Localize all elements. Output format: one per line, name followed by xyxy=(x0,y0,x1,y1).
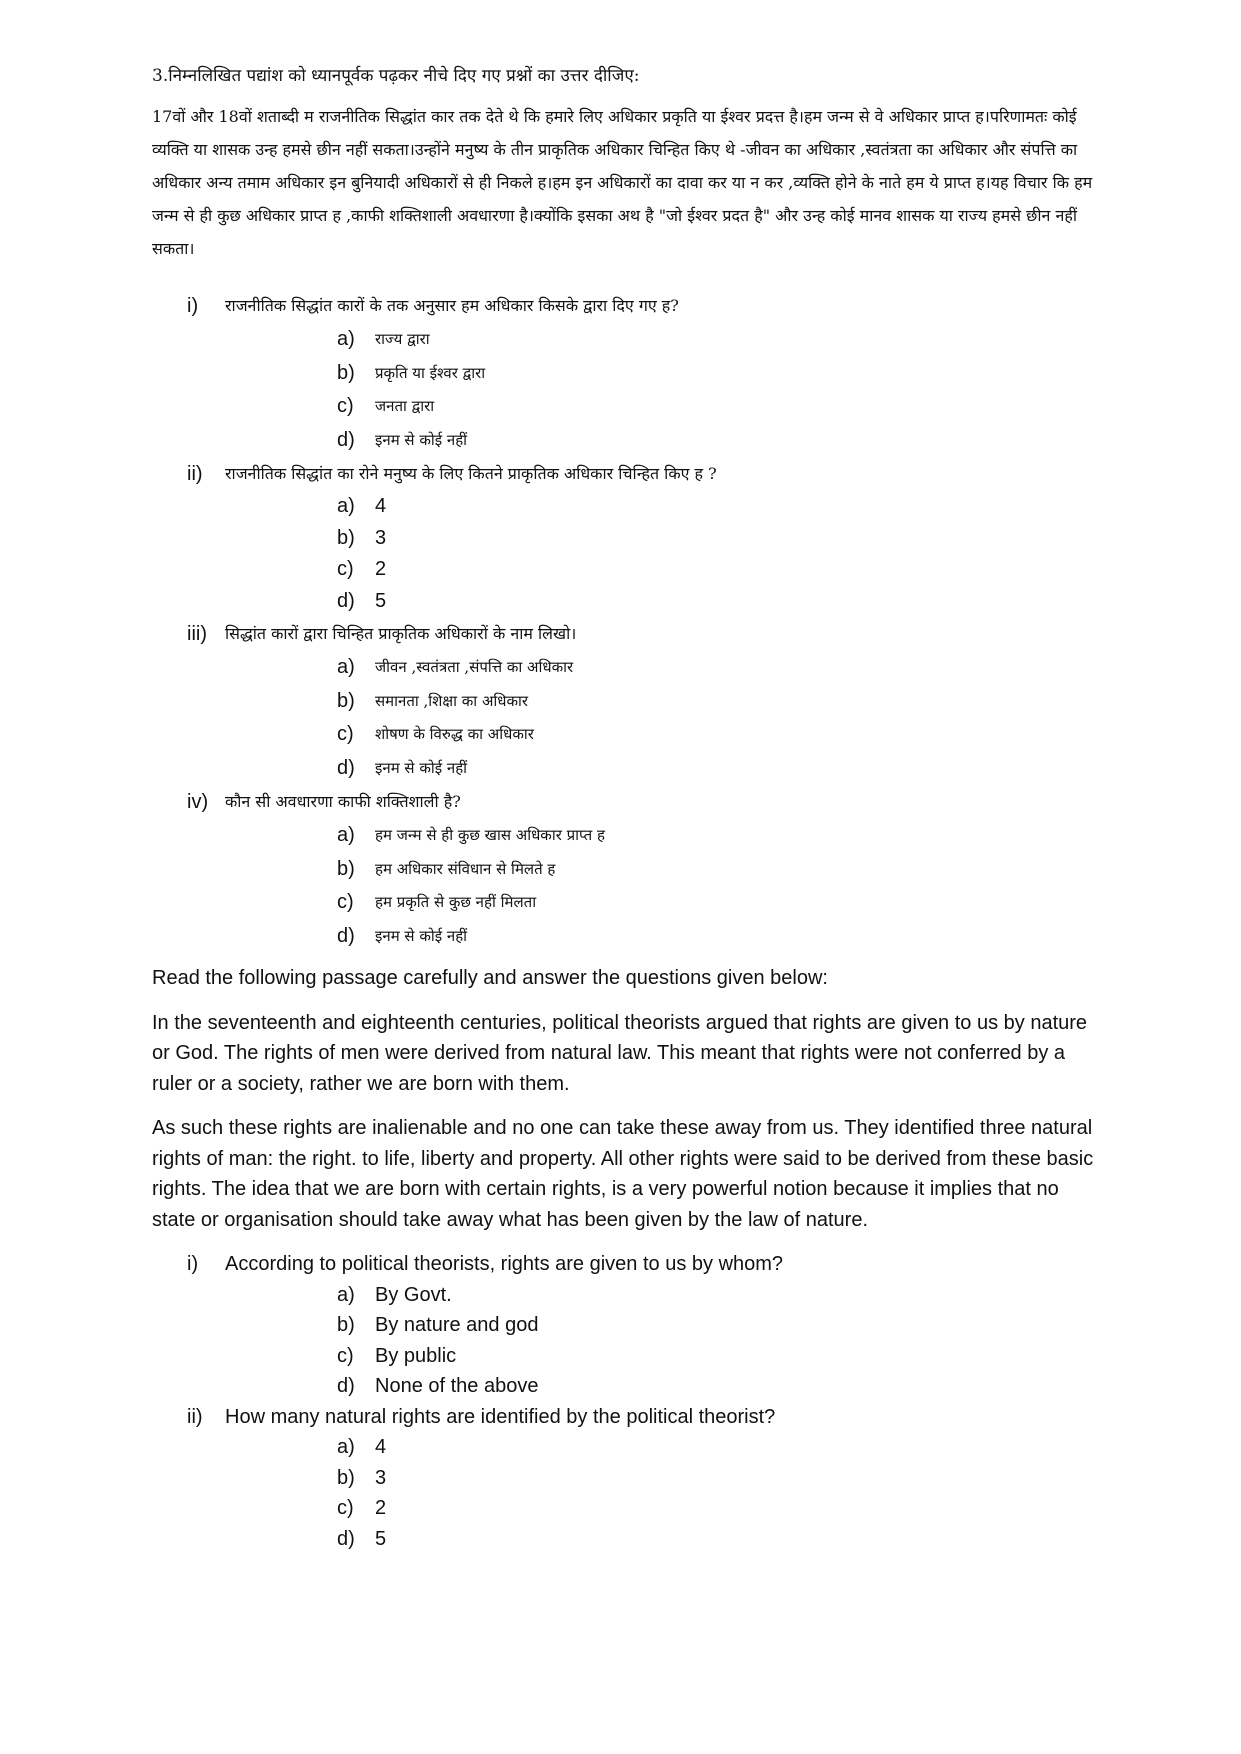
option-letter: a) xyxy=(337,495,355,517)
question-number: i) xyxy=(187,295,199,317)
option-text: जनता द्वारा xyxy=(375,397,435,415)
option xyxy=(337,853,1102,887)
option-letter: d) xyxy=(337,589,355,612)
option-list xyxy=(225,323,1102,457)
hindi-passage: 17वों और 18वों शताब्दी म राजनीतिक सिद्धांत कार तक देते थे कि हमारे लिए अधिकार प्रकृति या ईश्वर प्रदत्त है।हम जन्म से वे अधिकार प्राप्त ह।परिणामतः कोई व्यक्ति या शासक उन्ह हमसे छीन नहीं सकता।उन्होंने मनुष्य के तीन प्राकृतिक अधिकार चिन्हित किए थे -जीवन का अधिकार ,स्वतंत्रता का अधिकार और संपत्ति का अधिकार अन्य तमाम अधिकार इन बुनियादी अधिकारों से ही निकले ह।हम इन अधिकारों का दावा कर या न कर ,व्यक्ति होने के नाते हम ये प्राप्त ह।यह विचार कि हम जन्म से ही कुछ अधिकार प्राप्त ह ,काफी शक्तिशाली अवधारणा है।क्योंकि इसका अथ है "जो ईश्वर प्रदत है" और उन्ह कोई मानव शासक या राज्य हमसे छीन नहीं सकता। xyxy=(152,107,1093,258)
option-text: 2 xyxy=(375,1497,387,1519)
option-letter: b) xyxy=(337,857,355,880)
option xyxy=(337,523,1102,555)
option-text: राज्य द्वारा xyxy=(375,330,430,348)
english-question-list xyxy=(152,1249,1102,1554)
question-number: ii) xyxy=(187,463,203,485)
option-letter: b) xyxy=(337,689,355,712)
question-text: राजनीतिक सिद्धांत का रोने मनुष्य के लिए कितने प्राकृतिक अधिकार चिन्हित किए ह ? xyxy=(225,464,717,483)
question-text: कौन सी अवधारणा काफी शक्तिशाली है? xyxy=(225,792,461,811)
option xyxy=(337,1341,1102,1372)
option-text: प्रकृति या ईश्वर द्वारा xyxy=(375,363,486,382)
option xyxy=(337,357,1102,391)
option-text: शोषण के विरुद्ध का अधिकार xyxy=(375,725,534,743)
option xyxy=(337,685,1102,719)
option-text: जीवन ,स्वतंत्रता ,संपत्ति का अधिकार xyxy=(375,658,574,676)
option xyxy=(337,586,1102,618)
english-paragraph-2: As such these rights are inalienable and no one can take these away from us. They identified three natural rights of man: the right. to life, liberty and property. All other rights were said to be derived from these basic rights. The idea that we are born with certain rights, is a very powerful notion because it implies that no state or organisation should take away what has been given by the law of nature. xyxy=(152,1117,1094,1231)
option-text: इनम से कोई नहीं xyxy=(375,430,468,449)
option-letter: b) xyxy=(337,361,355,384)
option-letter: c) xyxy=(337,723,354,745)
option-list xyxy=(225,1280,1102,1402)
option xyxy=(337,1493,1102,1524)
option-letter: d) xyxy=(337,1527,355,1550)
question-text: सिद्धांत कारों द्वारा चिन्हित प्राकृतिक अधिकारों के नाम लिखो। xyxy=(225,624,577,643)
option-letter: b) xyxy=(337,1466,355,1489)
option-letter: a) xyxy=(337,656,355,678)
question-text: राजनीतिक सिद्धांत कारों के तक अनुसार हम अधिकार किसके द्वारा दिए गए ह? xyxy=(225,296,679,315)
option-text: By nature and god xyxy=(375,1314,539,1336)
option-letter: a) xyxy=(337,328,355,350)
option-letter: b) xyxy=(337,526,355,549)
option-list xyxy=(225,491,1102,617)
option xyxy=(337,752,1102,786)
option-text: 3 xyxy=(375,526,387,549)
option-text: 5 xyxy=(375,1527,387,1550)
option xyxy=(337,424,1102,458)
option-text: समानता ,शिक्षा का अधिकार xyxy=(375,691,529,710)
option xyxy=(337,718,1102,752)
option xyxy=(337,1280,1102,1311)
option xyxy=(337,651,1102,685)
option-text: हम अधिकार संविधान से मिलते ह xyxy=(375,859,556,878)
english-paragraph-1: In the seventeenth and eighteenth centuries, political theorists argued that rights are given to us by nature or God. The rights of men were derived from natural law. This meant that rights were not conferred by a ruler or a society, rather we are born with them. xyxy=(152,1011,1088,1095)
option xyxy=(337,1371,1102,1402)
option xyxy=(337,1432,1102,1463)
option-letter: b) xyxy=(337,1314,355,1336)
option xyxy=(337,1310,1102,1341)
english-question-1 xyxy=(152,1249,1102,1402)
option-letter: d) xyxy=(337,428,355,451)
option-letter: d) xyxy=(337,1375,355,1397)
option-letter: c) xyxy=(337,558,354,580)
option-letter: d) xyxy=(337,756,355,779)
option-letter: c) xyxy=(337,395,354,417)
question-number: iii) xyxy=(187,623,207,645)
option xyxy=(337,491,1102,523)
question-number: ii) xyxy=(187,1405,203,1428)
hindi-question-1 xyxy=(152,289,1102,457)
option xyxy=(337,554,1102,586)
option-text: By Govt. xyxy=(375,1283,452,1306)
option xyxy=(337,819,1102,853)
option xyxy=(337,1524,1102,1555)
hindi-heading: 3.निम्नलिखित पद्यांश को ध्यानपूर्वक पढ़कर नीचे दिए गए प्रश्नों का उत्तर दीजिए: xyxy=(152,66,640,86)
question-number: iv) xyxy=(187,791,209,813)
option-letter: d) xyxy=(337,924,355,947)
option-text: 4 xyxy=(375,495,387,517)
option-text: None of the above xyxy=(375,1375,539,1397)
hindi-question-4 xyxy=(152,785,1102,953)
document-page xyxy=(152,58,1102,1554)
hindi-question-3 xyxy=(152,617,1102,785)
english-section xyxy=(152,963,1102,1554)
option xyxy=(337,886,1102,920)
option xyxy=(337,323,1102,357)
option-list xyxy=(225,819,1102,953)
option xyxy=(337,390,1102,424)
option-letter: a) xyxy=(337,824,355,846)
option-text: इनम से कोई नहीं xyxy=(375,758,468,777)
option-list xyxy=(225,651,1102,785)
option xyxy=(337,920,1102,954)
hindi-question-2 xyxy=(152,457,1102,617)
option-letter: a) xyxy=(337,1436,355,1458)
question-text: According to political theorists, rights are given to us by whom? xyxy=(225,1253,784,1275)
option-letter: c) xyxy=(337,1344,354,1367)
option-letter: c) xyxy=(337,891,354,913)
option-text: 4 xyxy=(375,1436,387,1458)
question-text: How many natural rights are identified by the political theorist? xyxy=(225,1405,776,1428)
question-number: i) xyxy=(187,1253,199,1275)
option-text: 3 xyxy=(375,1466,387,1489)
option-text: हम प्रकृति से कुछ नहीं मिलता xyxy=(375,893,537,911)
english-question-2 xyxy=(152,1402,1102,1555)
option-letter: c) xyxy=(337,1497,354,1519)
option xyxy=(337,1463,1102,1494)
option-letter: a) xyxy=(337,1283,355,1306)
option-text: By public xyxy=(375,1344,457,1367)
option-text: 5 xyxy=(375,589,387,612)
option-text: इनम से कोई नहीं xyxy=(375,926,468,945)
hindi-question-list xyxy=(152,289,1102,953)
option-list xyxy=(225,1432,1102,1554)
hindi-section xyxy=(152,58,1102,953)
english-heading: Read the following passage carefully and answer the questions given below: xyxy=(152,967,828,989)
option-text: हम जन्म से ही कुछ खास अधिकार प्राप्त ह xyxy=(375,826,605,844)
option-text: 2 xyxy=(375,558,387,580)
